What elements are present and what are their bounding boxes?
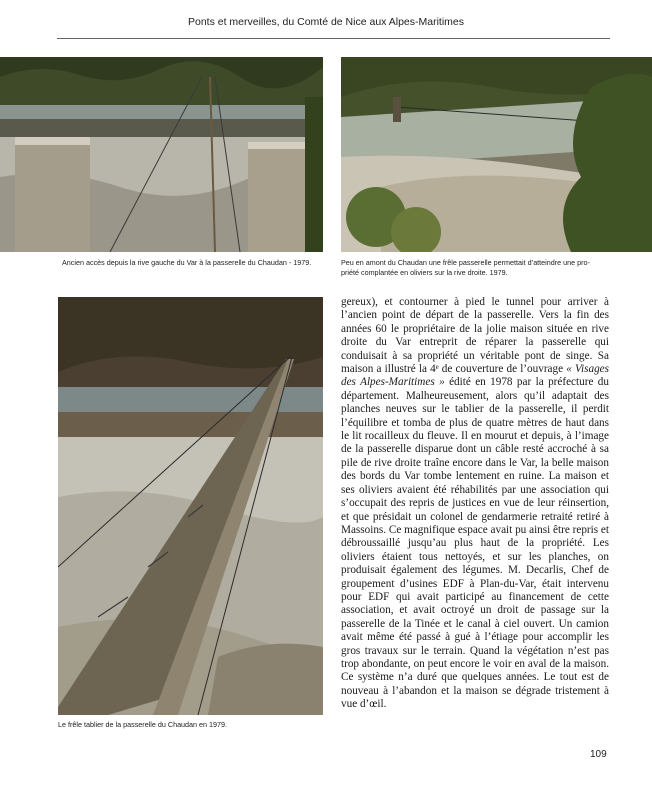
body-italic-title: « Visages des Alpes-Maritimes » [341,363,609,389]
photo-top-right [341,57,652,252]
header-rule [57,38,610,39]
photo-top-left [0,57,323,252]
photo-bottom-left [58,297,323,715]
caption-bottom-left: Le frêle tablier de la passerelle du Chaudan en 1979. [58,720,228,729]
caption-top-left: Ancien accès depuis la rive gauche du Var à la passerelle du Chaudan - 1979. [62,258,312,267]
photo-top-left-image [0,57,323,252]
caption-top-right-line2: priété complantée en oliviers sur la rive droite. 1979. [341,268,508,277]
running-header: Ponts et merveilles, du Comté de Nice aux Alpes-Maritimes [187,16,465,28]
photo-top-right-image [341,57,652,252]
body-text-part1: gereux), et contourner à pied le tunnel pour arriver à l’ancien point de départ de la passerelle. Vers la fin des années 60 le propriétaire de la jolie maison située en rive droite du Var entreprit de réparer la passerelle qui conduisait à sa propriété un véritable pont de singe. Sa maison a illustré la 4ᵉ de couverture de l’ouvrage [341,296,609,376]
body-text-part2: édité en 1978 par la préfecture du département. Malheureusement, alors qu’il adaptait des planches neuves sur le tablier de la passerelle, il perdit l’équilibre et tomba de plus de quatre mètres de haut dans le lit rocailleux du fleuve. Il en mourut et depuis, à l’image de la passerelle disparue dont un câble resté accroché à sa pile de rive droite traîne encore dans le Var, la belle maison des bords du Var tombe lentement en ruine. La maison et ses oliviers avaient été réhabilités par une association qui s’occupait des repris de justices en vue de leur réinsertion, et que présidait un colonel de gendarmerie retraité retiré à Massoins. Ce magnifique espace avait pu ainsi être repris et débroussaillé jusqu’au plus haut de la propriété. Les oliviers étaient tous nettoyés, et sur les planches, on produisait également des légumes. M. Decarlis, Chef de groupement d’usines EDF à Plan-du-Var, était intervenu pour EDF qui avait participé au financement de cette association, et avait octroyé un droit de passage sur la passerelle de la Tinée et le canal à ciel ouvert. Un camion avait même été passé à gué à l’étiage pour accomplir les gros travaux sur le terrain. Quand la végétation n’est pas trop abondante, on peut encore le voir en aval de la maison. Ce système n’a duré que quelques années. Le tout est de nouveau à l’abandon et la maison se dégrade tristement à vue d’œil. [341,376,609,711]
photo-bottom-left-image [58,297,323,715]
caption-top-right-line1: Peu en amont du Chaudan une frêle passerelle permettait d’atteindre une pro- [341,258,590,267]
caption-top-right [341,258,652,278]
page-number: 109 [590,749,607,760]
body-text [341,296,609,712]
body-paragraph [341,296,609,712]
